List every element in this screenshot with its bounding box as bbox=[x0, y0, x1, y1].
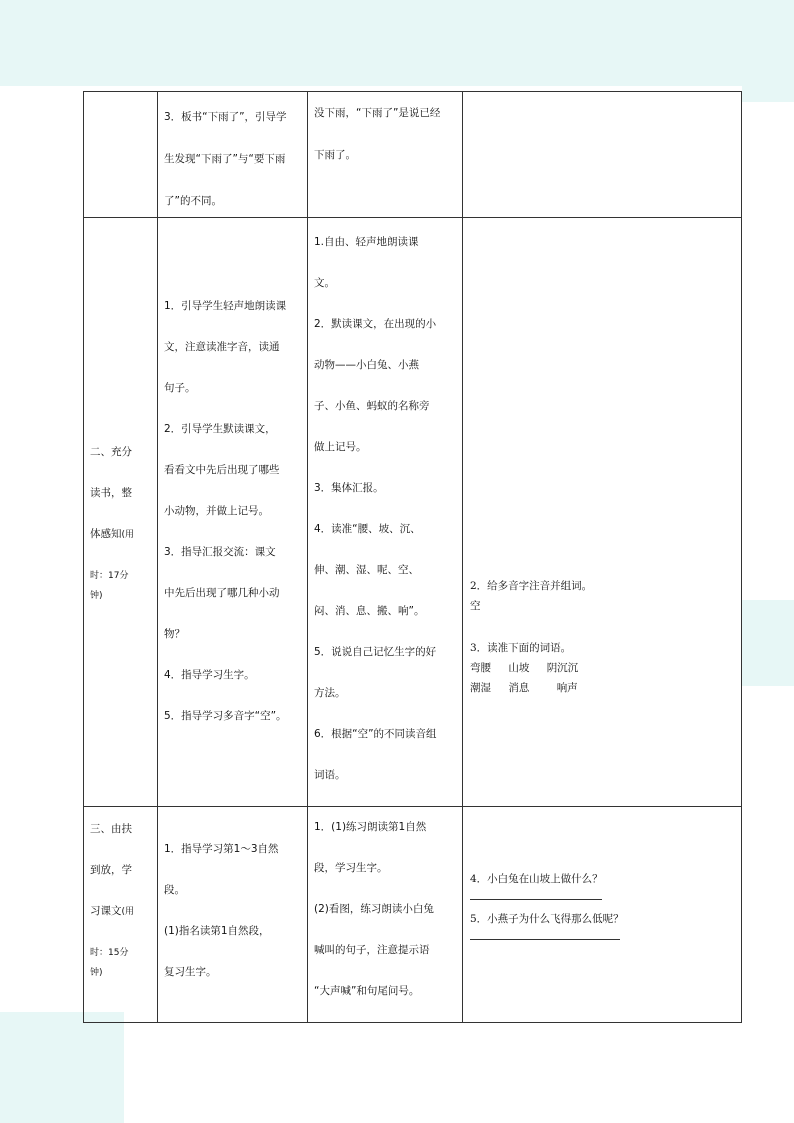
word-row bbox=[470, 658, 735, 678]
stage-line: 到放，学 bbox=[90, 864, 132, 876]
stage-cell bbox=[84, 807, 158, 1023]
page-right-band-top bbox=[742, 86, 794, 102]
word: 山坡 bbox=[508, 662, 530, 674]
text-line: 1．(1)练习朗读第1自然 bbox=[314, 821, 427, 833]
text-line: 小动物，并做上记号。 bbox=[164, 505, 269, 517]
text-line: 段。 bbox=[164, 884, 185, 896]
word: 响声 bbox=[556, 682, 578, 694]
text-line: 动物——小白兔、小燕 bbox=[314, 359, 419, 371]
text-line: 文，注意读准字音，读通 bbox=[164, 341, 280, 353]
stage-line: 时：15分 bbox=[90, 948, 129, 958]
exercise-q2-char: 空 bbox=[470, 600, 481, 612]
text-line: 伸、潮、湿、呢、空、 bbox=[314, 564, 419, 576]
text-line: 1．引导学生轻声地朗读课 bbox=[164, 300, 287, 312]
table-row bbox=[84, 92, 742, 218]
student-activity-cell bbox=[308, 92, 463, 218]
teacher-activity-cell bbox=[158, 218, 308, 807]
student-activity-cell bbox=[308, 807, 463, 1023]
text-line: (2)看图，练习朗读小白兔 bbox=[314, 903, 434, 915]
word: 消息 bbox=[508, 682, 530, 694]
teacher-activity-cell bbox=[158, 92, 308, 218]
teacher-activity-cell bbox=[158, 807, 308, 1023]
text-line: (1)指名读第1自然段， bbox=[164, 925, 270, 937]
text-line: 生发现“下雨了”与“要下雨 bbox=[164, 153, 286, 165]
stage-line: 体感知(用 bbox=[90, 528, 135, 540]
stage-cell bbox=[84, 92, 158, 218]
text-line: 4．读准“腰、坡、沉、 bbox=[314, 523, 421, 535]
answer-line bbox=[470, 889, 735, 909]
text-line: 2．引导学生默读课文， bbox=[164, 423, 276, 435]
text-line: 没下雨，“下雨了”是说已经 bbox=[314, 107, 441, 119]
text-line: 1.自由、轻声地朗读课 bbox=[314, 236, 419, 248]
text-line: 段，学习生字。 bbox=[314, 862, 388, 874]
student-activity-cell bbox=[308, 218, 463, 807]
page-right-band-middle bbox=[742, 600, 794, 686]
exercise-q2: 2．给多音字注音并组词。 bbox=[470, 580, 593, 592]
text-line: 下雨了。 bbox=[314, 149, 356, 161]
exercise-q4: 4．小白兔在山坡上做什么？ bbox=[470, 873, 603, 885]
exercise-q3: 3．读准下面的词语。 bbox=[470, 642, 572, 654]
lesson-plan-table bbox=[83, 91, 742, 1023]
word: 阴沉沉 bbox=[546, 662, 579, 674]
text-line: 物？ bbox=[164, 628, 185, 640]
stage-line: 习课文(用 bbox=[90, 905, 135, 917]
text-line: 复习生字。 bbox=[164, 966, 217, 978]
text-line: 文。 bbox=[314, 277, 335, 289]
word-row bbox=[470, 678, 735, 698]
exercise-cell bbox=[463, 92, 742, 218]
exercise-cell bbox=[463, 807, 742, 1023]
text-line: 6．根据“空”的不同读音组 bbox=[314, 728, 437, 740]
text-line: 了”的不同。 bbox=[164, 195, 222, 207]
text-line: 3．集体汇报。 bbox=[314, 482, 384, 494]
stage-line: 三、由扶 bbox=[90, 823, 132, 835]
text-line: 1．指导学习第1～3自然 bbox=[164, 843, 279, 855]
text-line: 词语。 bbox=[314, 769, 346, 781]
page-bottom-left-band bbox=[0, 1012, 124, 1123]
text-line: “大声喊”和句尾问号。 bbox=[314, 985, 420, 997]
text-line: 方法。 bbox=[314, 687, 346, 699]
text-line: 4．指导学习生字。 bbox=[164, 669, 255, 681]
text-line: 5．指导学习多音字“空”。 bbox=[164, 710, 287, 722]
stage-line: 读书，整 bbox=[90, 487, 132, 499]
text-line: 子、小鱼、蚂蚁的名称旁 bbox=[314, 400, 430, 412]
stage-line: 时：17分 bbox=[90, 571, 129, 581]
text-line: 句子。 bbox=[164, 382, 196, 394]
table-row bbox=[84, 218, 742, 807]
stage-line: 钟) bbox=[90, 968, 103, 978]
stage-cell bbox=[84, 218, 158, 807]
text-line: 2．默读课文，在出现的小 bbox=[314, 318, 437, 330]
stage-line: 钟) bbox=[90, 591, 103, 601]
exercise-cell bbox=[463, 218, 742, 807]
exercise-q5: 5．小燕子为什么飞得那么低呢？ bbox=[470, 913, 624, 925]
stage-line: 二、充分 bbox=[90, 446, 132, 458]
text-line: 闷、消、息、搬、响”。 bbox=[314, 605, 425, 617]
text-line: 做上记号。 bbox=[314, 441, 367, 453]
text-line: 喊叫的句子，注意提示语 bbox=[314, 944, 430, 956]
text-line: 中先后出现了哪几种小动 bbox=[164, 587, 280, 599]
answer-line bbox=[470, 929, 735, 949]
word: 潮湿 bbox=[470, 682, 491, 694]
table-row bbox=[84, 807, 742, 1023]
page-top-band bbox=[0, 0, 794, 86]
text-line: 3．板书“下雨了”，引导学 bbox=[164, 111, 287, 123]
text-line: 5．说说自己记忆生字的好 bbox=[314, 646, 437, 658]
text-line: 看看文中先后出现了哪些 bbox=[164, 464, 280, 476]
text-line: 3．指导汇报交流：课文 bbox=[164, 546, 276, 558]
word: 弯腰 bbox=[470, 662, 491, 674]
